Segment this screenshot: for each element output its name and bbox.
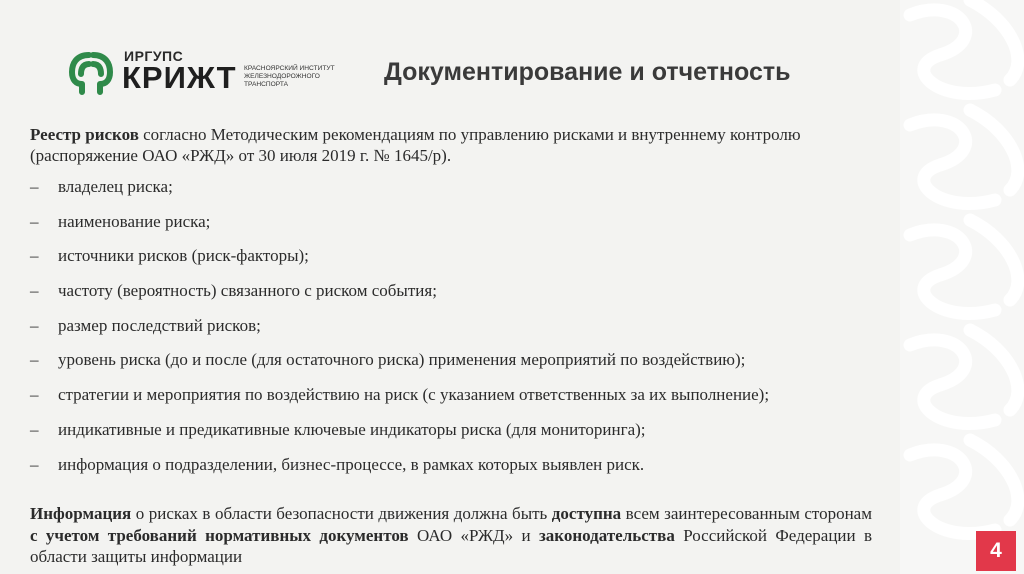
list-item-text: стратегии и мероприятия по воздействию на риск (с указанием ответственных за их выполнение); [58,385,770,405]
dash-bullet: – [30,419,39,439]
dash-bullet: – [30,385,39,405]
list-item [30,207,769,242]
note-bold: законодательства [538,525,675,545]
institute-logo [68,46,358,106]
note-bold: с учетом требований нормативных документов [30,525,409,545]
list-item [30,380,769,415]
list-item [30,450,769,485]
risk-register-list [30,172,769,484]
page-title: Документирование и отчетность [384,58,791,86]
note-text: ОАО «РЖД» и [408,525,539,545]
page-number-badge: 4 [976,531,1016,571]
dash-bullet: – [30,177,39,196]
logo-university-name: ИРГУПС [124,48,184,64]
logo-institute-abbr: КРИЖТ [122,60,237,95]
intro-paragraph [30,124,890,166]
info-note-paragraph [30,503,872,568]
dash-bullet: – [30,315,39,335]
list-item-text: наименование риска; [58,211,211,231]
logo-sub-line: КРАСНОЯРСКИЙ ИНСТИТУТ [244,65,335,72]
dash-bullet: – [30,281,39,301]
list-item-text: размер последствий рисков; [58,315,261,335]
intro-bold: Реестр рисков [30,125,139,144]
list-item-text: информация о подразделении, бизнес-процессе, в рамках которых выявлен риск. [58,454,645,474]
note-text: о рисках в области безопасности движения должна быть [131,504,552,523]
logo-sub-line: ТРАНСПОРТА [244,81,289,88]
dash-bullet: – [30,350,39,370]
logo-emblem-icon [68,50,114,96]
dash-bullet: – [30,211,39,231]
list-item-text: частоту (вероятность) связанного с риском события; [58,281,437,301]
dash-bullet: – [30,454,39,474]
list-item [30,415,769,450]
list-item-text: владелец риска; [58,177,173,196]
list-item [30,241,769,276]
note-text: Российской Федерации в области защиты информации [30,525,873,566]
list-item-text: источники рисков (риск-факторы); [58,246,309,266]
logo-sub-line: ЖЕЛЕЗНОДОРОЖНОГО [244,73,320,80]
list-item [30,345,769,380]
logo-institute-fullname [244,65,364,89]
list-item-text: уровень риска (до и после (для остаточного риска) применения мероприятий по воздействию); [58,350,746,370]
note-bold: Информация [30,504,132,523]
intro-text: согласно Методическим рекомендациям по управлению рисками и внутреннему контролю (распоряжение ОАО «РЖД» от 30 июля 2019 г. № 1645/р). [30,125,801,165]
list-item [30,172,769,207]
wave-pattern-icon [900,0,1024,574]
note-bold: доступна [551,504,622,523]
decorative-pattern-band [900,0,1024,574]
note-text: всем заинтересованным сторонам [621,504,872,523]
list-item [30,311,769,346]
list-item [30,276,769,311]
list-item-text: индикативные и предикативные ключевые индикаторы риска (для мониторинга); [58,419,646,439]
dash-bullet: – [30,246,39,266]
